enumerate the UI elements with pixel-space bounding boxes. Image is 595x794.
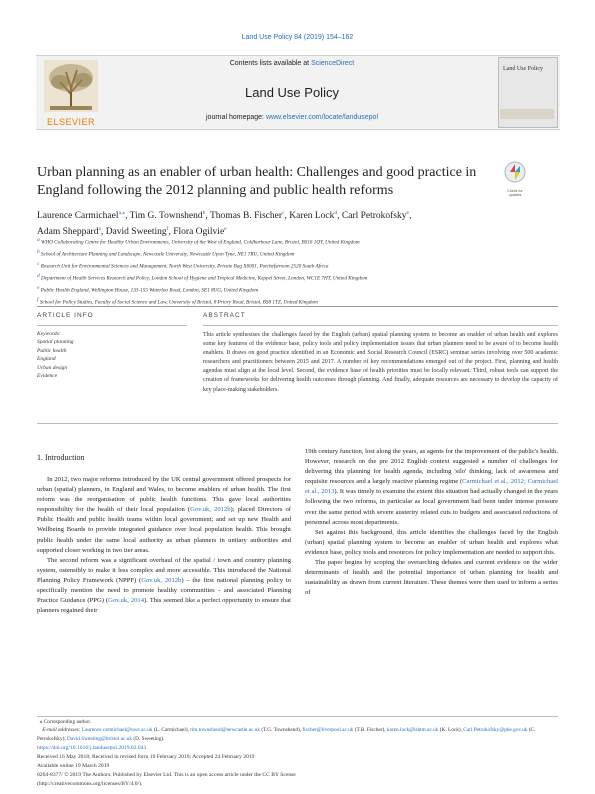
body-paragraph (305, 447, 558, 528)
cover-stripe (500, 109, 554, 119)
citation-link[interactable]: Carmichael et al., 2012; Carmichael et al., 2013 (305, 478, 558, 496)
available-online: Available online 19 March 2019 (37, 763, 110, 769)
author-affiliation-marker[interactable]: a (98, 226, 101, 233)
citation-link[interactable]: Gov.uk, 2014 (108, 597, 145, 605)
affiliation-key: b (37, 249, 40, 256)
email-owner: (K. Lock), (438, 727, 464, 734)
divider (37, 716, 558, 717)
abstract-heading: ABSTRACT (203, 312, 246, 319)
author-affiliation-marker[interactable]: a,⁎ (118, 210, 126, 216)
article-metadata (37, 744, 558, 789)
body-paragraph (37, 556, 291, 617)
author-name: Tim G. Townshend (129, 211, 203, 222)
author-name: Thomas B. Fischer (210, 211, 283, 222)
keywords-label: Keywords: (37, 331, 61, 337)
affiliation-key: e (37, 285, 40, 292)
affiliation-text: Department of Health Services Research and Policy, London School of Hygiene and Tropical Medicine, Keppel Street, London, WC1E 7HT, United Kingdom (39, 275, 368, 282)
citation-link[interactable]: Gov.uk, 2012b (190, 506, 231, 514)
divider (37, 325, 187, 326)
journal-title: Land Use Policy (245, 85, 339, 100)
article-info-heading: ARTICLE INFO (37, 312, 94, 319)
affiliation-key: a (37, 237, 40, 243)
body-text: ). It was timely to examine the extent this situation had actually changed in the years following the two reforms, in particular as local government had been under intense pressure over the same period with severe austerity related cuts to budgets and associated reductions of personnel across most departments. (305, 488, 558, 526)
affiliation-text: Research Unit for Environmental Sciences and Management, North West University, Private Bag X6001, Potchefstroom 2520 South Africa (39, 263, 329, 270)
author-name: Karen Lock (289, 211, 335, 222)
body-column-right (305, 447, 558, 598)
body-text: 19th century function, lost along the years, as agents for the improvement of the public's health. However, research on the pre 2012 English context suggested a number of challenges for delivering this planning for health agenda, including 'silo' thinking, lack of awareness and requisite resources and a largely reactive planning regime ( (305, 448, 558, 486)
email-owner: (D. Sweeting). (132, 735, 165, 742)
body-text: ) – the first national planning policy to specifically mention the need to promote healthy communities - and associated Planning Practice Guidance (PPG) ( (37, 576, 292, 605)
footnotes (37, 718, 558, 743)
author-name: David Sweeting (105, 227, 167, 238)
copyright-line: 0264-8377/ © 2019 The Authors. Published by Elsevier Ltd. This is an open access article under the CC BY license (37, 772, 296, 778)
received-dates: Received 16 May 2018; Received in revised form 19 February 2019; Accepted 24 February 2019 (37, 754, 255, 760)
corresponding-footnote: ⁎ Corresponding author. (37, 719, 91, 725)
keyword: England (37, 356, 56, 363)
sciencedirect-link[interactable]: ScienceDirect (311, 60, 355, 67)
author-list: Laurence Carmichael$^{a,⁎}$, Tim G. Townshend$^b$, Thomas B. Fischer$^c$, Karen Lock$^d$, Carl Petrokofsky$^e$, Adam Sheppard$^a$, David Sweeting$^f$, Flora Ogilvie$^e$ (37, 210, 412, 238)
affiliation-key: c (37, 261, 40, 268)
contents-prefix: Contents lists available at (229, 60, 312, 67)
affiliation-text: Public Health England, Wellington House, 133-155 Waterloo Road, London, SE1 8UG, United Kingdom (39, 287, 259, 294)
body-text: The second reform was a significant overhaul of the spatial / town and country planning system, ostensibly to make it less complex and more accessible. This introduced the National Planning Policy Framework (NPPF) ( (37, 556, 291, 584)
publisher-name: ELSEVIER (46, 117, 96, 127)
affiliation-item (37, 236, 557, 248)
divider (203, 325, 558, 326)
affiliation-item (37, 248, 557, 260)
journal-reference[interactable]: Land Use Policy 84 (2019) 154–162 (241, 34, 354, 41)
email-owner: (T.G. Townshend), (260, 727, 303, 734)
check-for-updates-badge[interactable] (501, 160, 529, 196)
body-column-left (37, 475, 291, 616)
body-text: The paper begins by scoping the overarching debates and current evidence on the wider determinants of health and the potential importance of urban planning for health and sustainability as drawn from current literature. These themes were then used to inform a series of (305, 559, 558, 597)
homepage-prefix: journal homepage: (206, 114, 266, 121)
author-name: Laurence Carmichael (37, 211, 119, 222)
email-link[interactable]: tim.townshend@newcastle.ac.uk (190, 727, 260, 734)
abstract-text: This article synthesises the challenges faced by the English (urban) spatial planning system to become an enabler of urban health and explores some key features of the evidence base, policy tools and policy implementation issues that urban planners need to be aware of to become health enablers. It draws on good practice identified in an Economic and Social Research Council (ESRC) seminar series involving over 500 academic researchers and practitioners between 2015 and 2017. A number of key recommendations emerged out of the project. First, planning and health agendas must align at the local level. Second, the evidence base of health priorities must be locally relevant. Third, robust tools can support the creation of frameworks for delivering health outcomes through planning. And finally, adequate resources are necessary to develop the capacity of key place-making stakeholders. (203, 332, 558, 393)
affiliation-text: School of Architecture Planning and Landscape, Newcastle University, Newcastle Upon Tyne, NE1 7RU, United Kingdom (39, 251, 295, 258)
section-heading-introduction: 1. Introduction (37, 453, 85, 462)
crossmark-icon (501, 160, 529, 184)
email-owner: (C. Petrokofsky), (37, 727, 536, 742)
license-link[interactable]: (http://creativecommons.org/licenses/BY/4.0/). (37, 781, 143, 787)
author-affiliation-marker[interactable]: e (406, 210, 409, 216)
email-addresses (37, 726, 558, 743)
body-paragraph (305, 558, 558, 598)
keyword: Urban design (37, 364, 68, 371)
affiliation-text: WHO Collaborating Centre for Healthy Urban Environments, University of the West of England, Coldharbour Lane, Bristol, BS16 1QY, United Kingdom (39, 239, 360, 246)
keyword: Spatial planning (37, 339, 74, 346)
article-title: Urban planning as an enabler of urban health: Challenges and good practice in England following the 2012 planning and public health reforms (37, 165, 477, 198)
citation-link[interactable]: Gov.uk, 2012b (141, 576, 182, 584)
author-affiliation-marker[interactable]: b (202, 210, 206, 216)
affiliation-key: f (37, 297, 39, 304)
body-text: ); placed Directors of Public Health and public health teams within local government; and set up new Health and Wellbeing Boards to provide integrated guidance over local population health. This brought public health under the same local authority as urban planners in unitary authorities and supported closer working in two tier areas. (37, 506, 291, 554)
corresponding-label: Corresponding author. (43, 719, 91, 725)
divider (37, 306, 558, 307)
affiliation-item (37, 272, 557, 284)
author-affiliation-marker[interactable]: f (166, 226, 169, 233)
email-owner: (T.B. Fischer), (353, 727, 387, 734)
email-link[interactable]: David.Sweeting@bristol.ac.uk (67, 735, 133, 742)
contents-line (110, 60, 474, 67)
email-link[interactable]: Carl.Petrokofsky@phe.gov.uk (463, 727, 528, 734)
emails-label: E-mail addresses: (42, 727, 82, 734)
email-link[interactable]: karen.lock@lshtm.ac.uk (386, 727, 439, 734)
email-link[interactable]: Laurence.carmichael@uwe.ac.uk (81, 727, 153, 734)
body-paragraph (37, 475, 291, 556)
author-affiliation-marker[interactable]: e (224, 226, 227, 233)
body-text: Set against this background, this article identifies the challenges faced by the English (urban) spatial planning system to become an enabler of urban health and explores what evidence base, policy tools and resources for policy implementation are needed to support this. (305, 528, 558, 556)
author-affiliation-marker[interactable]: d (334, 210, 338, 216)
affiliation-list (37, 236, 557, 308)
homepage-link[interactable]: www.elsevier.com/locate/landusepol (265, 114, 378, 121)
homepage-line (110, 114, 474, 121)
author-name: Flora Ogilvie (173, 227, 225, 238)
keywords-block (37, 330, 187, 380)
affiliation-item (37, 284, 557, 296)
doi-link[interactable]: https://doi.org/10.1016/j.landusepol.2019.02.043 (37, 745, 147, 751)
affiliation-key: d (37, 273, 40, 280)
email-owner: (L. Carmichael), (152, 727, 191, 734)
body-text: In 2012, two major reforms introduced by the UK central government offered prospects for urban (spatial) planners, in England and Wales, to become enablers of urban health. The first reform was the reorganisation of public health functions. This gave local authorities responsibility for the health of their local population ( (37, 476, 291, 514)
body-text: ). This seemed like a perfect opportunity to ensure that planners regained their (37, 597, 291, 615)
author-name: Carl Petrokofsky (341, 211, 407, 222)
email-link[interactable]: fischer@liverpool.ac.uk (302, 727, 354, 734)
author-affiliation-marker[interactable]: c (282, 210, 285, 216)
body-paragraph (305, 528, 558, 558)
divider (37, 423, 558, 424)
author-name: Adam Sheppard (37, 227, 99, 238)
cover-title: Land Use Policy (503, 66, 543, 72)
affiliation-item (37, 260, 557, 272)
keyword-list (37, 338, 187, 380)
crossmark-label: Check for updates (507, 189, 523, 197)
keyword: Evidence (37, 373, 58, 380)
keyword: Public health (37, 347, 67, 354)
affiliation-text: School for Policy Studies, Faculty of Social Science and Law, University of Bristol, 8 Priory Road, Bristol, BS8 1TZ, United Kingdom (38, 299, 318, 306)
